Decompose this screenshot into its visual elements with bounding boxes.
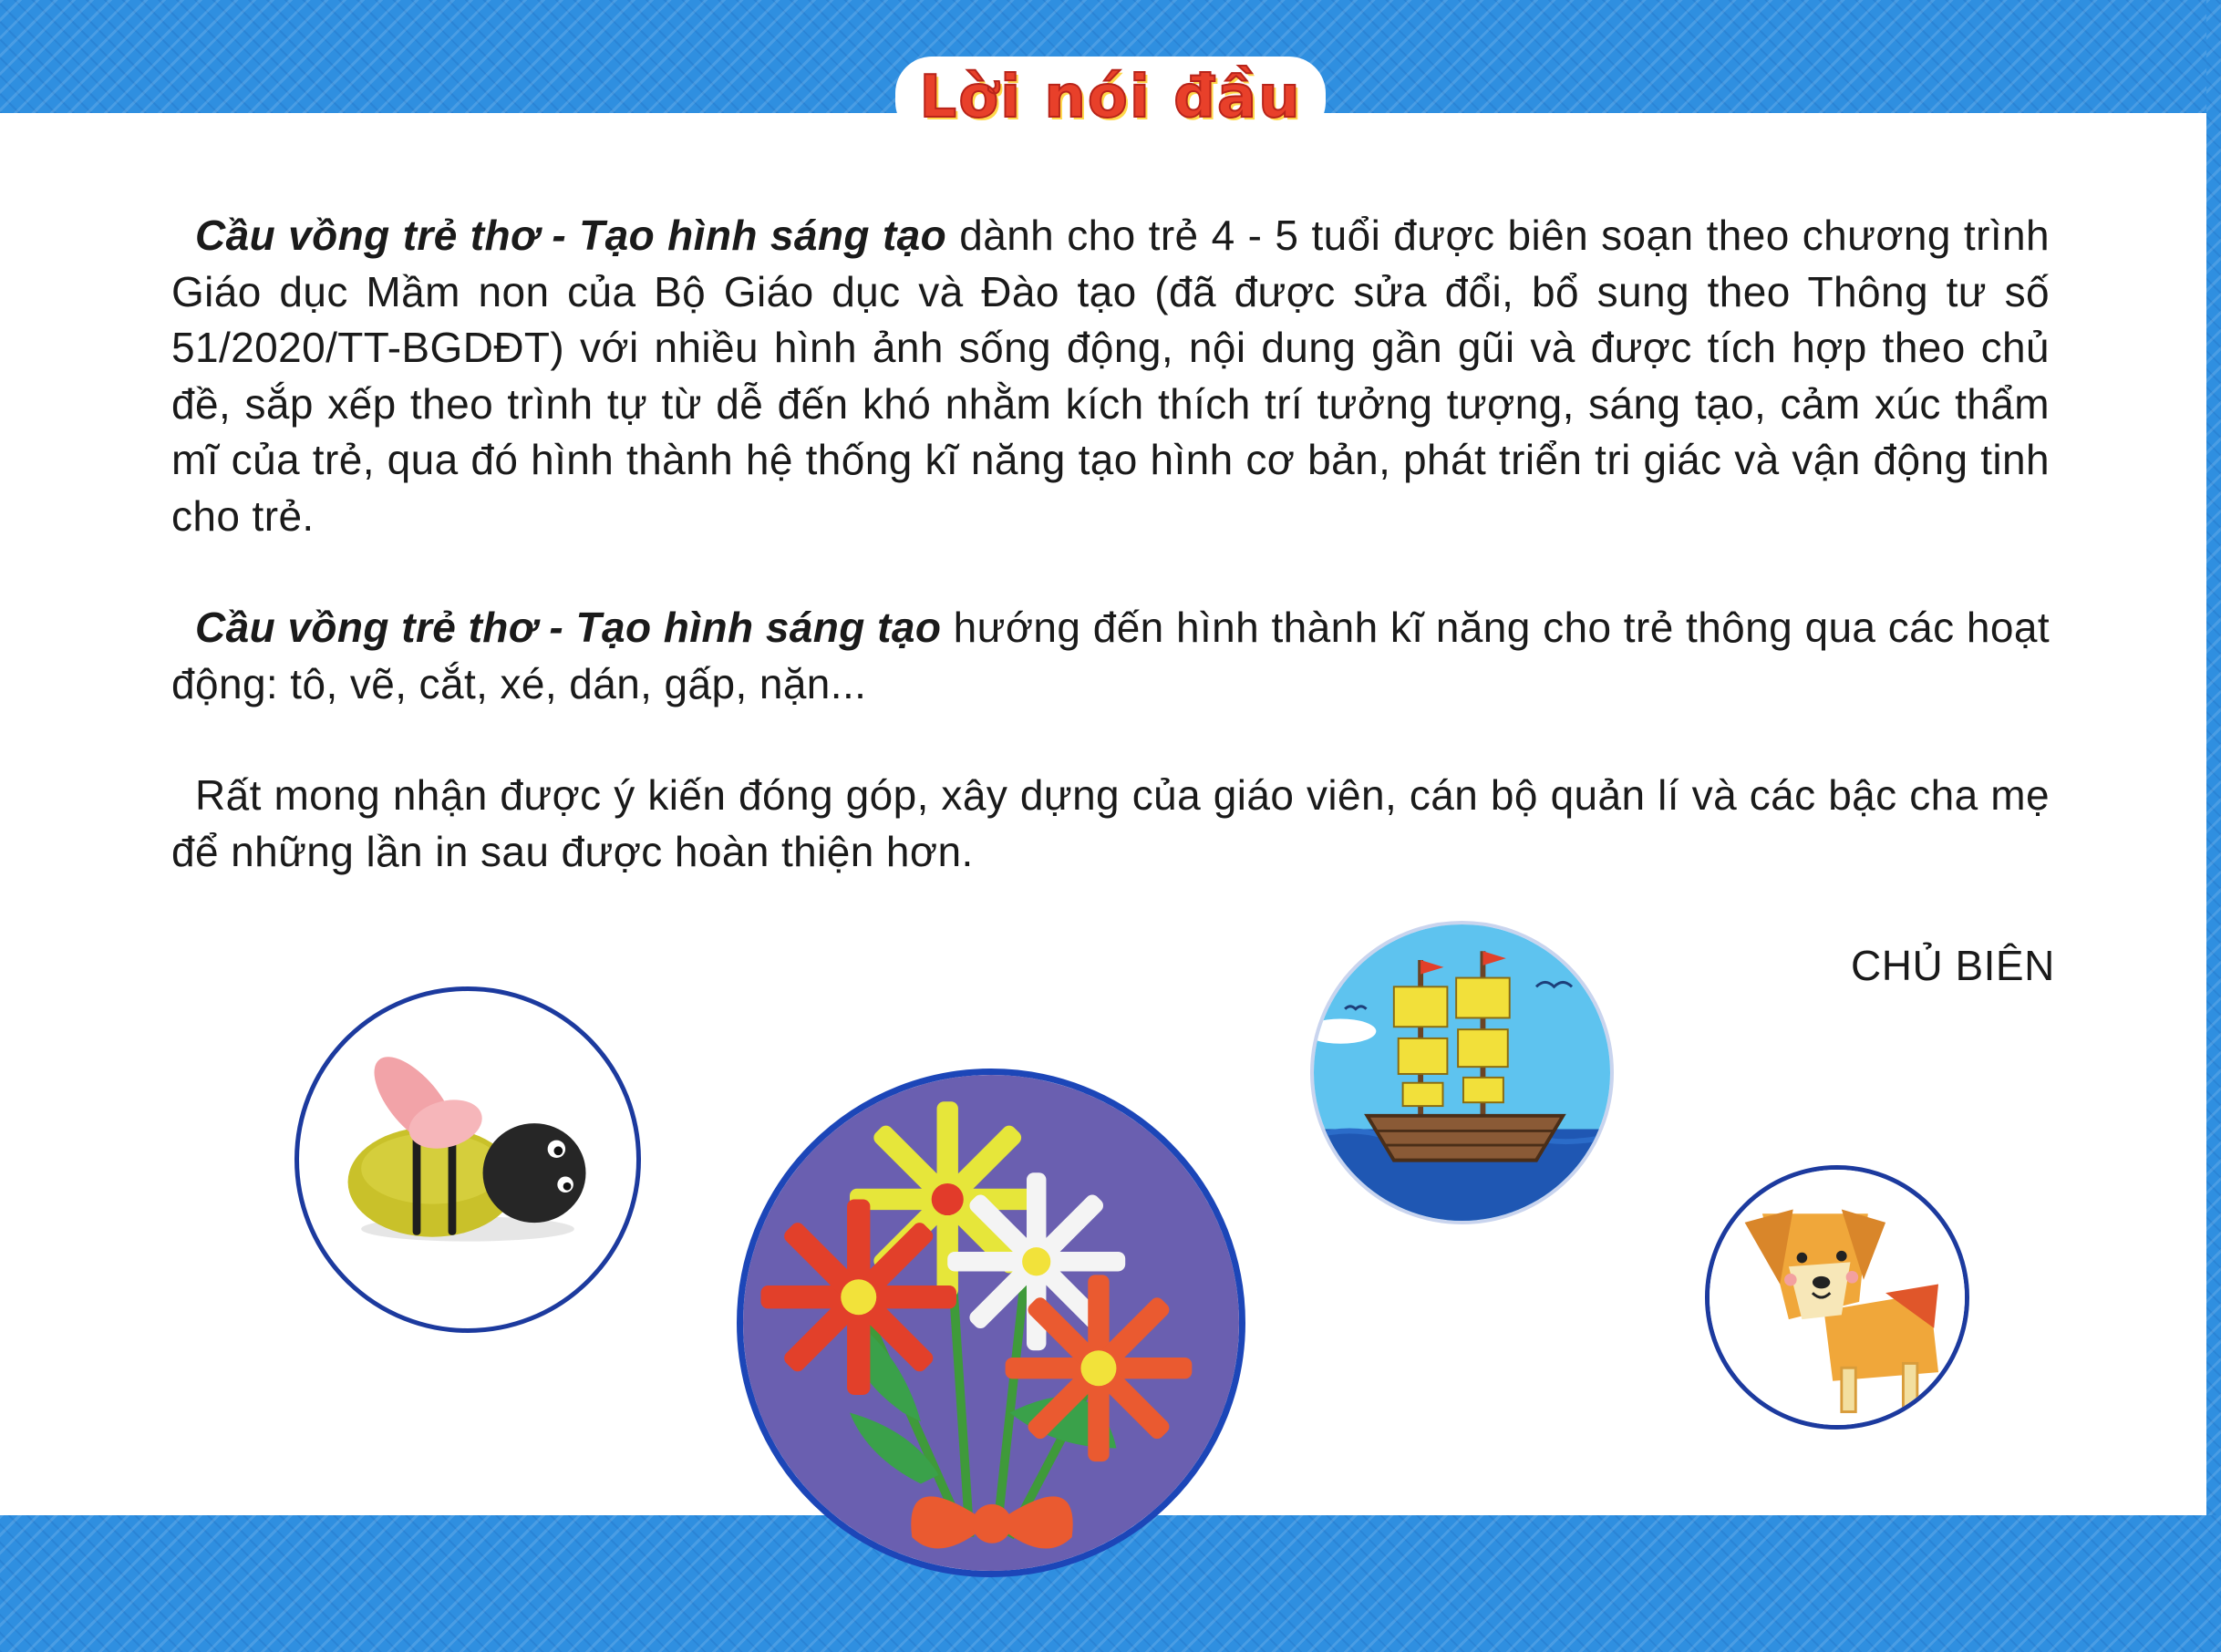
paragraph-3 <box>171 768 2050 880</box>
orange-flower <box>1006 1275 1193 1461</box>
paragraph-1-text: dành cho trẻ 4 - 5 tuổi được biên soạn theo chương trình Giáo dục Mầm non của Bộ Giáo dục và Đào tạo (đã được sửa đổi, bổ sung theo Thông tư số 51/2020/TT-BGDĐT) với nhiều hình ảnh sống động, nội dung gần gũi và được tích hợp theo chủ đề, sắp xếp theo trình tự từ dễ đến khó nhằm kích thích trí tưởng tượng, sáng tạo, cảm xúc thẩm mĩ của trẻ, qua đó hình thành hệ thống kĩ năng tạo hình cơ bản, phát triển tri giác và vận động tinh cho trẻ. <box>171 212 2050 540</box>
flower-bouquet-icon <box>743 1075 1239 1571</box>
bee-icon <box>299 991 636 1328</box>
paragraph-2-text: hướng đến hình thành kĩ năng cho trẻ thông qua các hoạt động: tô, vẽ, cắt, xé, dán, gấp, nặn... <box>171 604 2050 707</box>
flower-bouquet-illustration <box>737 1069 1245 1577</box>
dog-icon <box>1710 1170 1965 1425</box>
paragraph-3-text: Rất mong nhận được ý kiến đóng góp, xây dựng của giáo viên, cán bộ quản lí và các bậc cha mẹ để những lần in sau được hoàn thiện hơn. <box>171 771 2050 875</box>
dog-illustration <box>1705 1165 1969 1430</box>
paragraph-1 <box>171 208 2050 544</box>
right-blue-edge <box>2206 0 2221 1652</box>
body-text <box>171 208 2050 935</box>
paragraph-2 <box>171 600 2050 712</box>
page-title: Lời nói đầu <box>919 64 1302 131</box>
signature: CHỦ BIÊN <box>1851 942 2055 989</box>
sailing-ship-icon <box>1314 924 1610 1221</box>
book-title: Cầu vồng trẻ thơ - Tạo hình sáng tạo <box>195 604 942 651</box>
ribbon-bow <box>911 1496 1072 1548</box>
book-title: Cầu vồng trẻ thơ - Tạo hình sáng tạo <box>195 212 947 259</box>
ship-illustration <box>1310 921 1614 1224</box>
title-container <box>0 57 2221 139</box>
title-badge <box>895 57 1325 139</box>
bee-illustration <box>294 986 641 1333</box>
red-flower <box>760 1199 956 1394</box>
